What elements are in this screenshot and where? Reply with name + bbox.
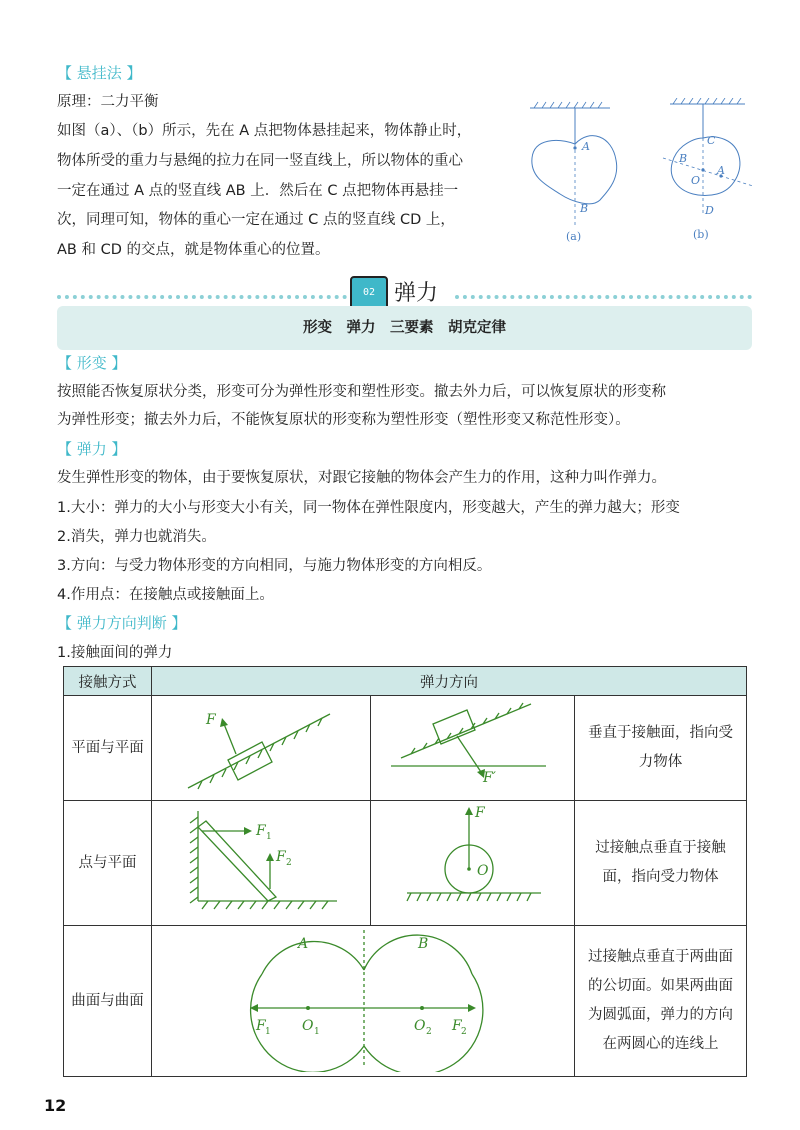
fig-b-label-D: D: [705, 204, 714, 217]
section-title: 弹力: [394, 281, 439, 306]
row3-fig-B: B: [418, 936, 429, 952]
row3-fig-F1: F: [256, 1018, 266, 1034]
table-row: [64, 926, 747, 1077]
figure-b: [655, 98, 765, 248]
figure-a: [520, 98, 640, 248]
fig-b-caption: (b): [693, 228, 709, 241]
row2-fig1-F2-sub: 2: [286, 858, 292, 868]
table-row: [64, 801, 747, 926]
row1-fig2-F: F′: [483, 770, 496, 786]
elastic-line-1: 发生弹性形变的物体，由于要恢复原状，对跟它接触的物体会产生力的作用，这种力叫作弹力。: [57, 470, 666, 486]
elastic-line-3: 2.消失，弹力也就消失。: [57, 529, 216, 545]
deformation-line-2: 为弹性形变；撤去外力后，不能恢复原状的形变称为塑性形变（塑性形变又称范性形变）。: [57, 412, 630, 428]
suspension-line-4: 次，同理可知，物体的重心一定在通过 C 点的竖直线 CD 上，: [57, 212, 455, 228]
section-divider-left: [57, 295, 347, 299]
section-number-badge: 02: [350, 276, 388, 310]
elastic-line-5: 4.作用点：在接触点或接触面上。: [57, 587, 274, 603]
suspension-heading: 【 悬挂法 】: [57, 64, 142, 82]
row3-fig: [152, 926, 575, 1072]
section-divider-right: [455, 295, 752, 299]
suspension-principle: 原理：二力平衡: [57, 94, 159, 110]
row2-fig1-F1: F: [256, 823, 266, 839]
row2-fig1: [152, 801, 371, 921]
row3-fig-F2: F: [452, 1018, 462, 1034]
row1-fig2: [371, 696, 575, 796]
row2-fig1-F1-sub: 1: [266, 832, 272, 842]
deformation-line-1: 按照能否恢复原状分类，形变可分为弹性形变和塑性形变。撤去外力后，可以恢复原状的形变称: [57, 384, 666, 400]
row3-fig-O1: O: [302, 1018, 314, 1034]
suspension-line-3: 一定在通过 A 点的竖直线 AB 上．然后在 C 点把物体再悬挂一: [57, 183, 459, 199]
row2-type: 点与平面: [78, 854, 137, 871]
row1-fig1: [152, 696, 371, 796]
fig-a-label-B: B: [580, 202, 589, 215]
header-contact-type: 接触方式: [64, 667, 152, 696]
row2-desc: 过接触点垂直于接触面，指向受力物体: [595, 840, 726, 885]
row3-desc: 过接触点垂直于两曲面的公切面。如果两曲面为圆弧面，弹力的方向在两圆心的连线上: [588, 949, 734, 1052]
row2-fig1-F2: F: [276, 849, 286, 865]
suspension-line-2: 物体所受的重力与悬绳的拉力在同一竖直线上，所以物体的重心: [57, 153, 463, 169]
row3-fig-O2-sub: 2: [426, 1027, 432, 1037]
fig-b-label-B: B: [679, 152, 688, 165]
direction-heading: 【 弹力方向判断 】: [57, 614, 187, 632]
direction-sub: 1.接触面间的弹力: [57, 645, 173, 661]
row3-fig-A: A: [298, 936, 309, 952]
row1-type: 平面与平面: [71, 739, 144, 756]
suspension-line-1: 如图（a）、（b）所示，先在 A 点把物体悬挂起来，物体静止时，: [57, 123, 472, 139]
row3-fig-F1-sub: 1: [265, 1027, 271, 1037]
fig-a-label-A: A: [582, 140, 590, 153]
row3-fig-O1-sub: 1: [314, 1027, 320, 1037]
elastic-heading: 【 弹力 】: [57, 440, 127, 458]
deformation-heading: 【 形变 】: [57, 354, 127, 372]
row3-fig-O2: O: [414, 1018, 426, 1034]
elastic-direction-table: [63, 666, 747, 1077]
row3-type: 曲面与曲面: [71, 992, 144, 1009]
page-number: 12: [44, 1096, 67, 1115]
fig-a-caption: (a): [566, 230, 582, 243]
row3-fig-F2-sub: 2: [461, 1027, 467, 1037]
fig-b-label-C: C: [707, 134, 716, 147]
elastic-line-4: 3.方向：与受力物体形变的方向相同，与施力物体形变的方向相反。: [57, 558, 492, 574]
table-header-row: [64, 667, 747, 696]
row2-fig2-O: O: [477, 863, 489, 879]
fig-b-label-A: A: [717, 164, 725, 177]
header-force-direction: 弹力方向: [152, 667, 747, 696]
row1-fig1-F: F: [206, 712, 216, 728]
row2-fig2: [371, 801, 575, 921]
suspension-line-5: AB 和 CD 的交点，就是物体重心的位置。: [57, 242, 330, 258]
section-banner: 形变 弹力 三要素 胡克定律: [57, 306, 752, 350]
elastic-line-2: 1.大小：弹力的大小与形变大小有关，同一物体在弹性限度内，形变越大，产生的弹力越大；形变: [57, 500, 680, 516]
fig-b-label-O: O: [691, 174, 701, 187]
row1-desc: 垂直于接触面，指向受力物体: [588, 725, 734, 770]
row2-fig2-F: F: [475, 805, 485, 821]
table-row: [64, 696, 747, 801]
